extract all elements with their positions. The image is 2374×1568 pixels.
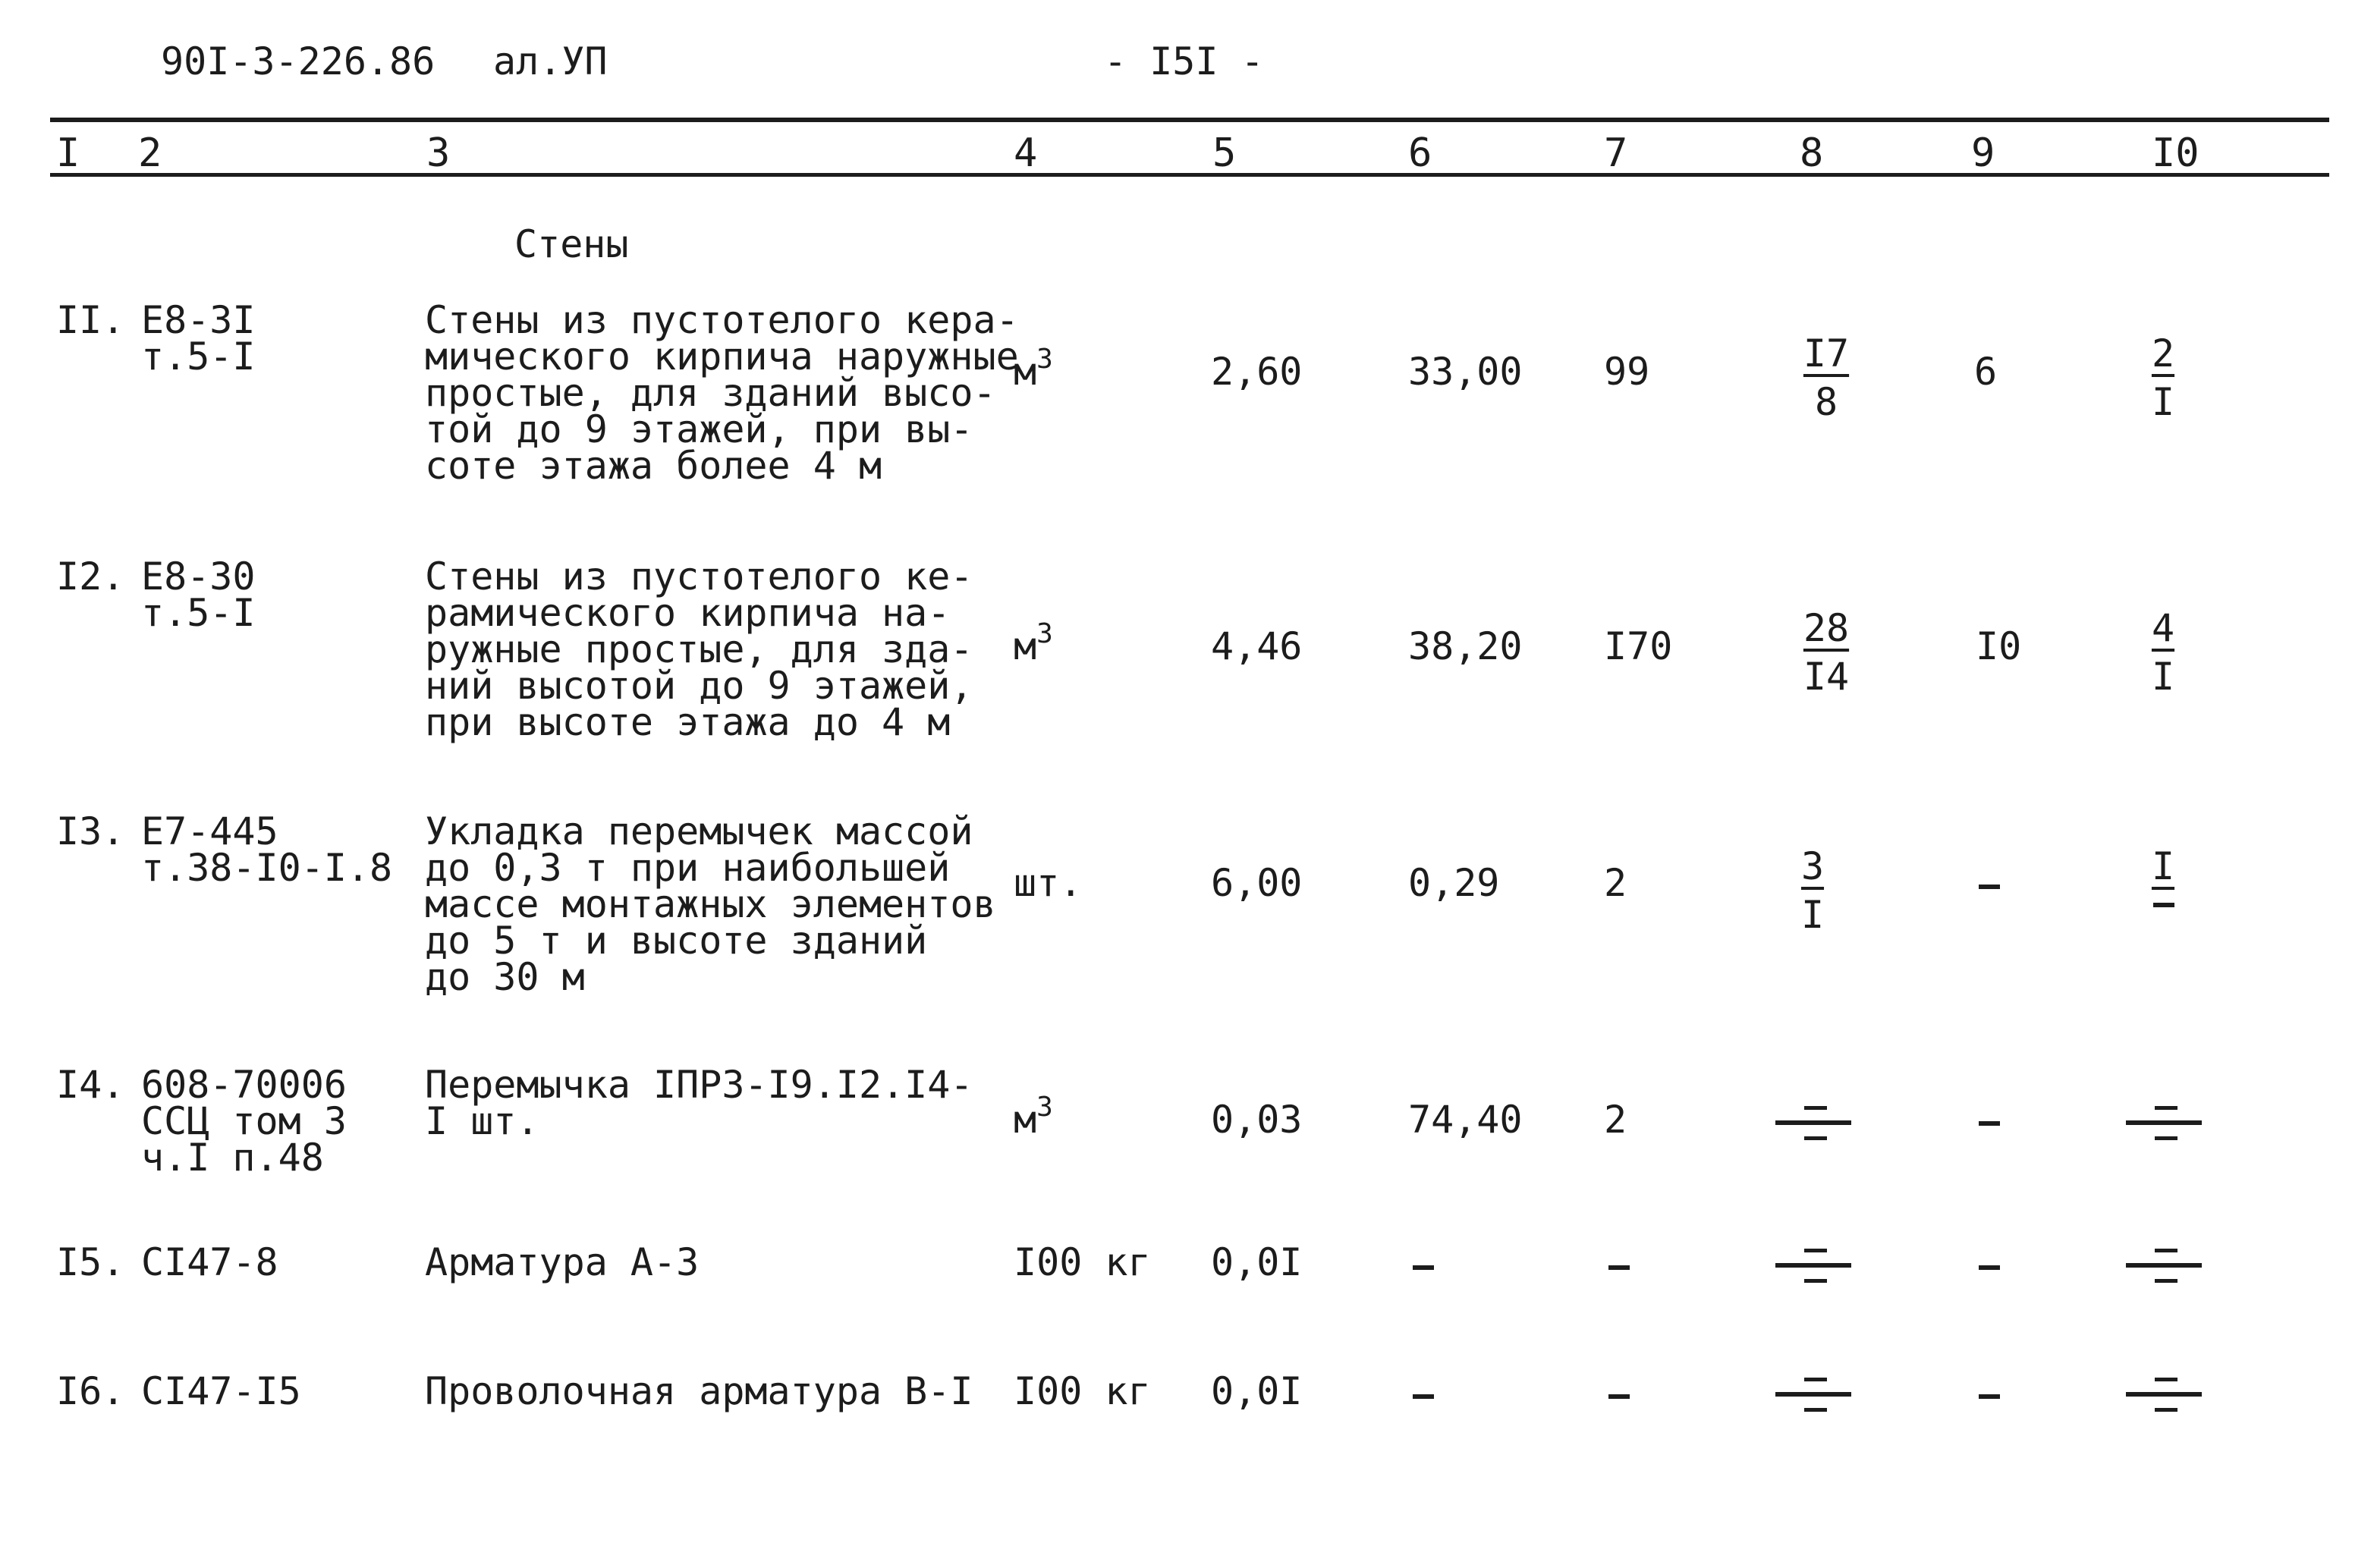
- column-header-7: 7: [1604, 130, 1628, 176]
- column-9-dash: [1979, 1394, 2000, 1399]
- row-number: II.: [56, 298, 125, 342]
- work-description: Стены из пустотелого ке- рамического кирпича на- ружные простые, для зда- ний высотой до 9 этажей, при высоте этажа до 4 м: [425, 555, 973, 744]
- column-8-fraction: $\frac{28}{I4}$: [1803, 606, 1850, 699]
- column-header-2: 2: [138, 130, 162, 176]
- column-8-empty-fraction: [1775, 1100, 1859, 1145]
- norm-code: E8-30 т.5-I: [141, 555, 256, 635]
- total-cost: I70: [1604, 624, 1673, 668]
- unit: I00 кг: [1014, 1369, 1151, 1413]
- quantity: 4,46: [1211, 624, 1303, 668]
- unit: I00 кг: [1014, 1240, 1151, 1284]
- norm-code: СI47-I5: [141, 1369, 301, 1413]
- unit: $м^3$: [1014, 618, 1053, 668]
- unit: $м^3$: [1014, 1092, 1053, 1142]
- column-header-6: 6: [1408, 130, 1432, 176]
- column-header-9: 9: [1971, 130, 1995, 176]
- section-title: Стены: [514, 222, 629, 266]
- work-description: Стены из пустотелого кера- мического кирпича наружные простые, для зданий высо- той до 9 этажей, при вы- соте этажа более 4 м: [425, 298, 1019, 488]
- norm-code: E8-3I т.5-I: [141, 298, 256, 379]
- norm-code: E7-445 т.38-I0-I.8: [141, 809, 393, 890]
- page-number: - I5I -: [1104, 39, 1264, 83]
- column-8-empty-fraction: [1775, 1243, 1859, 1288]
- column-9-value: I0: [1976, 624, 2022, 668]
- unit-price: 38,20: [1408, 624, 1523, 668]
- column-10-fraction: $\frac{2}{I}$: [2151, 332, 2175, 424]
- quantity: 0,03: [1211, 1098, 1303, 1142]
- column-10-fraction: $\frac{4}{I}$: [2151, 606, 2175, 699]
- total-cost-dash: [1608, 1394, 1630, 1399]
- norm-code: СI47-8: [141, 1240, 278, 1284]
- column-8-fraction: $\frac{I7}{8}$: [1803, 332, 1850, 424]
- column-10-fraction: I: [2151, 844, 2175, 888]
- column-header-1: I: [56, 130, 80, 176]
- total-cost: 2: [1604, 1098, 1627, 1142]
- document-code: 90I-3-226.86: [161, 39, 435, 83]
- total-cost: 2: [1604, 861, 1627, 905]
- unit: шт.: [1014, 861, 1083, 905]
- unit-price-dash: [1413, 1265, 1434, 1270]
- work-description: Перемычка IПР3-I9.I2.I4- I шт.: [425, 1063, 973, 1143]
- column-10-dash: [2153, 903, 2174, 907]
- column-8-fraction: $\frac{3}{I}$: [1800, 844, 1825, 937]
- column-9-value: 6: [1974, 350, 1998, 394]
- unit-price-dash: [1413, 1394, 1434, 1399]
- column-10-empty-fraction: [2126, 1100, 2209, 1145]
- column-9-dash: [1979, 885, 2000, 889]
- unit-price: 74,40: [1408, 1098, 1523, 1142]
- column-10-empty-fraction: [2126, 1243, 2209, 1288]
- row-number: I3.: [56, 809, 125, 853]
- column-header-10: I0: [2152, 130, 2199, 176]
- column-8-empty-fraction: [1775, 1372, 1859, 1417]
- column-header-3: 3: [426, 130, 451, 176]
- column-10-empty-fraction: [2126, 1372, 2209, 1417]
- work-description: Проволочная арматура В-I: [425, 1369, 973, 1413]
- column-header-5: 5: [1212, 130, 1237, 176]
- total-cost-dash: [1608, 1265, 1630, 1270]
- album-label: ал.УП: [493, 39, 608, 83]
- row-number: I6.: [56, 1369, 125, 1413]
- column-header-8: 8: [1800, 130, 1824, 176]
- row-number: I4.: [56, 1063, 125, 1107]
- unit: $м^3$: [1014, 344, 1053, 394]
- quantity: 2,60: [1211, 350, 1303, 394]
- work-description: Укладка перемычек массой до 0,3 т при наибольшей массе монтажных элементов до 5 т и высоте зданий до 30 м: [425, 809, 996, 999]
- quantity: 0,0I: [1211, 1369, 1303, 1413]
- row-number: I2.: [56, 555, 125, 599]
- column-9-dash: [1979, 1121, 2000, 1126]
- work-description: Арматура А-3: [425, 1240, 700, 1284]
- quantity: 0,0I: [1211, 1240, 1303, 1284]
- quantity: 6,00: [1211, 861, 1303, 905]
- unit-price: 33,00: [1408, 350, 1523, 394]
- column-header-4: 4: [1014, 130, 1038, 176]
- column-9-dash: [1979, 1265, 2000, 1270]
- total-cost: 99: [1604, 350, 1650, 394]
- norm-code: 608-70006 ССЦ том 3 ч.I п.48: [141, 1063, 347, 1180]
- unit-price: 0,29: [1408, 861, 1500, 905]
- top-rule: [50, 118, 2329, 122]
- row-number: I5.: [56, 1240, 125, 1284]
